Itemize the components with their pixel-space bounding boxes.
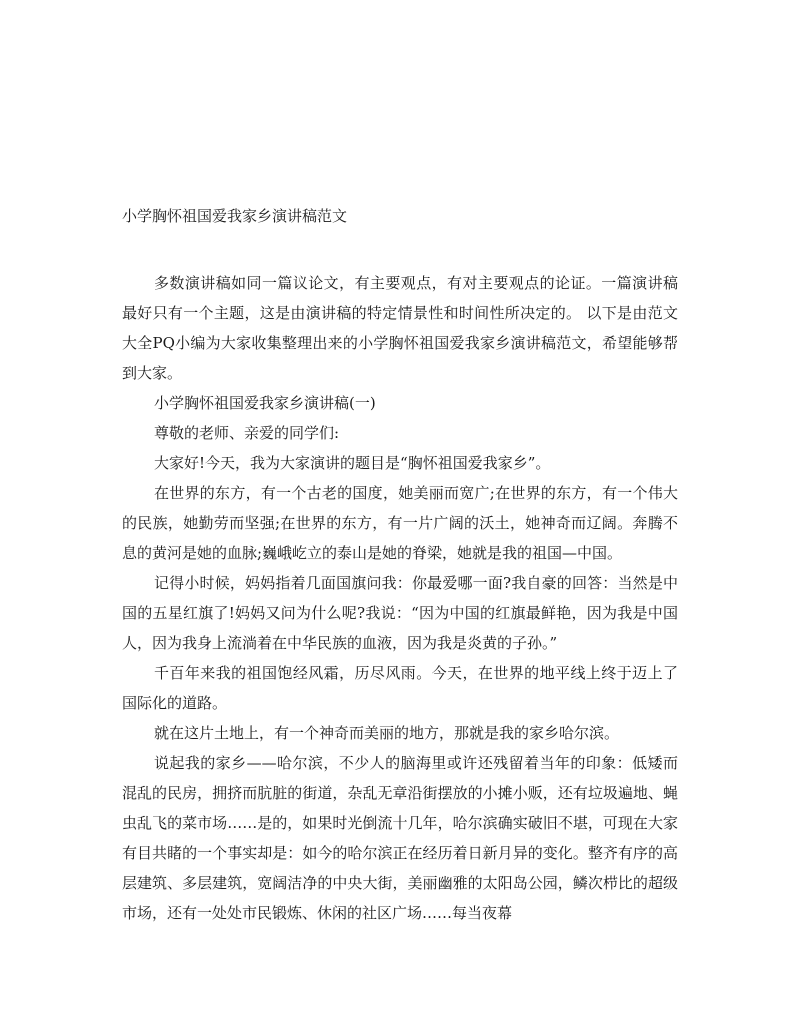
body-paragraph: 千百年来我的祖国饱经风霜，历尽风雨。今天，在世界的地平线上终于迈上了国际化的道路。 <box>122 664 678 712</box>
document-body <box>122 268 678 928</box>
body-paragraph: 说起我的家乡——哈尔滨，不少人的脑海里或许还残留着当年的印象：低矮而混乱的民房，拥挤而肮脏的街道，杂乱无章沿街摆放的小摊小贩，还有垃圾遍地、蝇虫乱飞的菜市场……是的，如果时光倒流十几年，哈尔滨确实破旧不堪，可现在大家有目共睹的一个事实却是：如今的哈尔滨正在经历着日新月异的变化。整齐有序的高层建筑、多层建筑，宽阔洁净的中央大街，美丽幽雅的太阳岛公园，鳞次栉比的超级市场，还有一处处市民锻炼、休闲的社区广场……每当夜幕 <box>122 754 678 922</box>
body-paragraph: 在世界的东方，有一个古老的国度，她美丽而宽广;在世界的东方，有一个伟大的民族，她勤劳而坚强;在世界的东方，有一片广阔的沃土，她神奇而辽阔。奔腾不息的黄河是她的血脉;巍峨屹立的泰山是她的脊梁，她就是我的祖国—中国。 <box>122 484 678 562</box>
document-title: 小学胸怀祖国爱我家乡演讲稿范文 <box>122 207 348 225</box>
body-paragraph: 就在这片土地上，有一个神奇而美丽的地方，那就是我的家乡哈尔滨。 <box>154 724 620 742</box>
speech-heading: 小学胸怀祖国爱我家乡演讲稿(一) <box>154 394 376 412</box>
intro-paragraph: 多数演讲稿如同一篇议论文，有主要观点，有对主要观点的论证。一篇演讲稿最好只有一个主题，这是由演讲稿的特定情景性和时间性所决定的。 以下是由范文大全PQ小编为大家收集整理出来的小学胸怀祖国爱我家乡演讲稿范文，希望能够帮到大家。 <box>122 274 678 382</box>
salutation: 尊敬的老师、亲爱的同学们: <box>154 424 340 442</box>
body-paragraph: 记得小时候，妈妈指着几面国旗问我：你最爱哪一面?我自豪的回答：当然是中国的五星红旗了!妈妈又问为什么呢?我说：“因为中国的红旗最鲜艳，因为我是中国人，因为我身上流淌着在中华民族的血液，因为我是炎黄的子孙。” <box>122 574 678 652</box>
greeting-paragraph: 大家好!今天，我为大家演讲的题目是“胸怀祖国爱我家乡”。 <box>154 454 551 472</box>
